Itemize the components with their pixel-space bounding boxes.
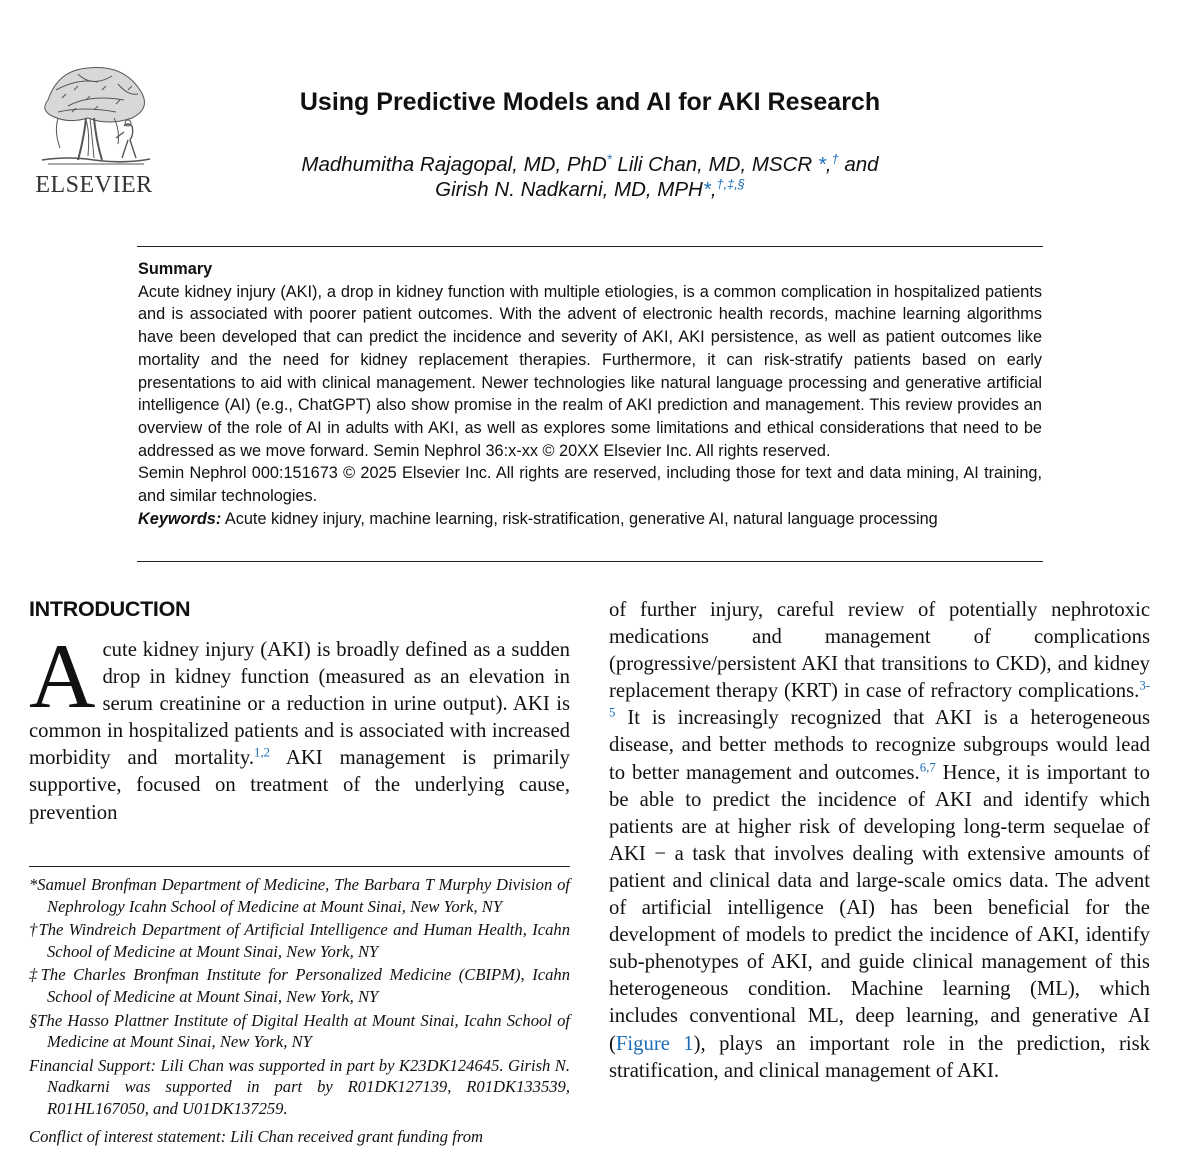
- reference-link[interactable]: 1,2: [254, 745, 271, 760]
- drop-cap: A: [29, 625, 96, 727]
- reference-link[interactable]: 6,7: [919, 759, 936, 774]
- footnote-affiliation: §The Hasso Plattner Institute of Digital Health at Mount Sinai, Icahn School of Medicine at Mount Sinai, New York, NY: [29, 1010, 570, 1052]
- intro-paragraph-part: AKI management is primarily supportive, focused on treatment of the underlying cause, prevention: [29, 747, 570, 824]
- affiliation-separator: ,: [825, 153, 832, 176]
- footnote-affiliation: ‡The Charles Bronfman Institute for Personalized Medicine (CBIPM), Icahn School of Medicine at Mount Sinai, New York, NY: [29, 965, 570, 1006]
- author-name: Madhumitha Rajagopal, MD, PhD: [301, 153, 607, 176]
- affiliation-mark[interactable]: †,‡,§: [716, 176, 745, 192]
- summary-bottom-rule: [137, 561, 1043, 562]
- footnotes: [29, 874, 570, 1149]
- summary-body: Acute kidney injury (AKI), a drop in kidney function with multiple etiologies, is a common complication in hospitalized patients and is associated with poorer patient outcomes. With the advent of electronic health records, machine learning algorithms have been developed that can predict the incidence and severity of AKI, AKI persistence, as well as patient outcomes like mortality and the need for kidney replacement therapies. Furthermore, it can risk-stratify patients based on early presentations to aid with clinical management. Newer technologies like natural language processing and generative artificial intelligence (AI) (e.g., ChatGPT) also show promise in the realm of AKI prediction and management. This review provides an overview of the role of AI in adults with AKI, as well as explores some limitations and ethical considerations that need to be addressed as we move forward. Semin Nephrol 36:x-xx © 20XX Elsevier Inc. All rights reserved.: [138, 282, 1042, 460]
- summary-block: [138, 258, 1042, 530]
- affiliation-separator: ,: [710, 178, 717, 201]
- author-name: Girish N. Nadkarni, MD, MPH: [435, 178, 703, 201]
- introduction-heading: INTRODUCTION: [29, 597, 191, 621]
- intro-paragraph-part: ), plays an important role in the prediction, risk stratification, and clinical management of AKI.: [609, 1032, 1151, 1082]
- keywords-label: Keywords:: [138, 509, 222, 528]
- tree-and-scholar-emblem-icon: [28, 60, 160, 168]
- footnote-conflict: Conflict of interest statement: Lili Chan received grant funding from: [29, 1126, 483, 1146]
- author-line-2: [160, 178, 1020, 202]
- elsevier-logo: [28, 60, 160, 202]
- affiliation-mark[interactable]: *: [606, 151, 612, 167]
- author-conjunction: and: [838, 153, 879, 176]
- intro-paragraph-part: cute kidney injury (AKI) is broadly defined as a sudden drop in kidney function (measured as an elevation in serum creatinine or a reduction in urine output). AKI is common in hospitalized patients and is associated with increased morbidity and mortality.: [29, 639, 570, 770]
- affiliation-mark[interactable]: *: [812, 153, 826, 176]
- summary-heading: Summary: [138, 260, 213, 278]
- figure-1-link[interactable]: Figure 1: [615, 1032, 694, 1055]
- summary-citation: Semin Nephrol 000:151673 © 2025 Elsevier Inc. All rights are reserved, including those for text and data mining, AI training, and similar technologies.: [138, 464, 1042, 506]
- author-line-1: [160, 153, 1020, 177]
- article-title: Using Predictive Models and AI for AKI Research: [299, 88, 881, 116]
- footnote-affiliation: *Samuel Bronfman Department of Medicine, The Barbara T Murphy Division of Nephrology Icahn School of Medicine at Mount Sinai, New York, NY: [29, 875, 570, 916]
- left-column-text: [29, 625, 570, 827]
- affiliation-mark[interactable]: *: [702, 178, 711, 201]
- affiliation-mark[interactable]: †: [831, 151, 839, 167]
- footnote-funding: Financial Support: Lili Chan was supported in part by K23DK124645. Girish N. Nadkarni was supported in part by R01DK127139, R01DK133539, R01HL167050, and U01DK137259.: [29, 1055, 570, 1118]
- intro-paragraph-part: Hence, it is important to be able to predict the incidence of AKI and identify which patients are at higher risk of developing long-term sequelae of AKI − a task that involves dealing with extensive amounts of patient and clinical data and large-scale omics data. The advent of artificial intelligence (AI) has been beneficial for the development of models to predict the incidence of AKI, identify sub-phenotypes of AKI, and guide clinical management of this heterogeneous condition. Machine learning (ML), which includes conventional ML, deep learning, and generative AI (: [609, 761, 1151, 1055]
- publisher-wordmark: ELSEVIER: [35, 172, 153, 198]
- keywords-line: [138, 508, 1042, 531]
- summary-top-rule: [137, 246, 1043, 247]
- right-column-text: [609, 597, 1150, 1085]
- keywords-list: Acute kidney injury, machine learning, risk-stratification, generative AI, natural language processing: [221, 509, 938, 528]
- author-name: Lili Chan, MD, MSCR: [611, 153, 813, 176]
- intro-paragraph-part: It is increasingly recognized that AKI is a heterogeneous disease, and better methods to recognize subgroups would lead to better management and outcomes.: [609, 707, 1150, 784]
- footnote-affiliation: †The Windreich Department of Artificial Intelligence and Human Health, Icahn School of Medicine at Mount Sinai, New York, NY: [29, 920, 570, 961]
- reference-link[interactable]: 3-5: [609, 678, 1150, 720]
- intro-paragraph-part: of further injury, careful review of potentially nephrotoxic medications and management of complications (progressive/persistent AKI that transitions to CKD), and kidney replacement therapy (KRT) in case of refractory complications.: [609, 599, 1150, 703]
- footnote-rule: [29, 866, 570, 867]
